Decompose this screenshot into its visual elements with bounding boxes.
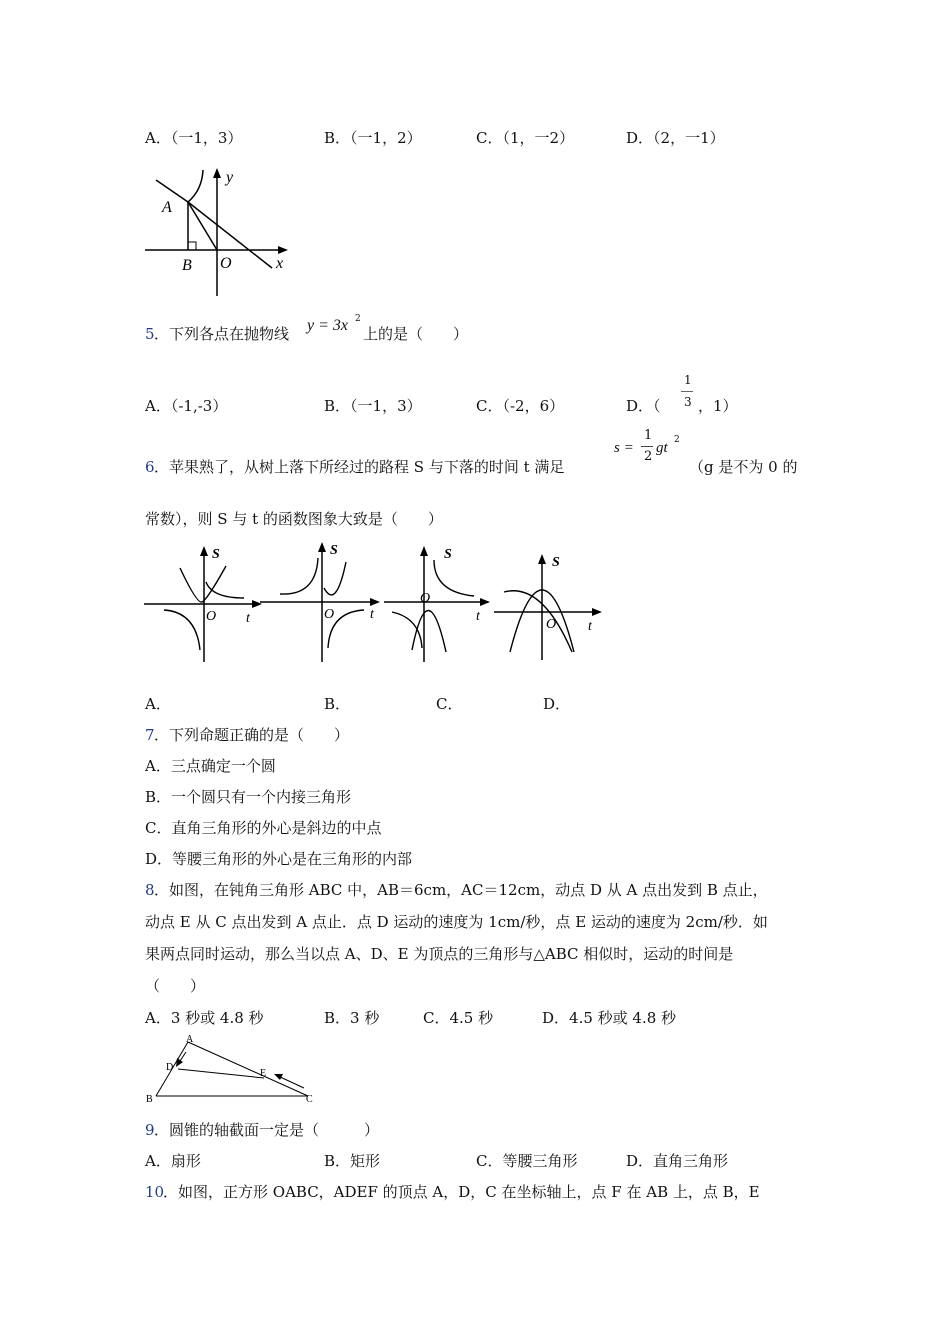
q6-graph-c bbox=[382, 540, 494, 664]
q6-formula-lhs: s = bbox=[614, 440, 634, 456]
q8-number: 8 bbox=[145, 881, 155, 899]
q5-formula: y = 3x bbox=[307, 317, 348, 334]
q9-option-a: A．扇形 bbox=[145, 1152, 201, 1170]
q4-option-b: B．（一1，2） bbox=[324, 129, 422, 147]
q4-option-a: A．（一1，3） bbox=[145, 129, 243, 147]
q8-label-d: D bbox=[166, 1062, 174, 1073]
q4-option-d: D．（2，一1） bbox=[626, 129, 725, 147]
q4-label-o: O bbox=[220, 255, 232, 272]
q8-option-d: D．4.5 秒或 4.8 秒 bbox=[542, 1009, 677, 1027]
q9-option-b: B．矩形 bbox=[324, 1152, 381, 1170]
q10-number: 10 bbox=[145, 1183, 165, 1201]
q5-option-d-suffix: ，1） bbox=[698, 397, 738, 415]
q8-line-2: 动点 E 从 C 点出发到 A 点止．点 D 运动的速度为 1cm/秒，点 E 运动的速度为 2cm/秒．如 bbox=[145, 913, 768, 931]
q6-formula-num: 1 bbox=[644, 428, 653, 443]
q4-label-y: y bbox=[226, 169, 234, 186]
q6a-label-o: O bbox=[206, 609, 217, 624]
q7-option-b: B．一个圆只有一个内接三角形 bbox=[145, 788, 352, 806]
q7-option-d: D．等腰三角形的外心是在三角形的内部 bbox=[145, 850, 413, 868]
q6-option-c: C． bbox=[436, 695, 463, 713]
q6-graph-b bbox=[258, 538, 384, 664]
q6-text-line1-end: （g 是不为 0 的 bbox=[689, 458, 798, 476]
q5-option-c: C．（-2，6） bbox=[476, 397, 565, 415]
q6-number: 6 bbox=[145, 458, 155, 476]
q6-formula-exp: 2 bbox=[674, 435, 680, 445]
q7-option-a: A．三点确定一个圆 bbox=[145, 757, 276, 775]
q4-label-a: A bbox=[162, 199, 172, 216]
q5-option-d-frac-den: 3 bbox=[684, 395, 692, 409]
q6-text-line1: ．苹果熟了，从树上落下所经过的路程 S 与下落的时间 t 满足 bbox=[154, 458, 565, 476]
q8-label-c: C bbox=[306, 1094, 313, 1105]
q6-graph-a bbox=[142, 540, 264, 664]
q6-formula-rhs: gt bbox=[656, 440, 668, 456]
q6-option-d: D． bbox=[543, 695, 571, 713]
q8-line-3: 果两点同时运动，那么当以点 A、D、E 为顶点的三角形与△ABC 相似时，运动的时间是 bbox=[145, 945, 734, 963]
q6b-label-o: O bbox=[324, 607, 335, 622]
q6b-label-s: S bbox=[330, 543, 338, 558]
q5-option-b: B．（一1，3） bbox=[324, 397, 422, 415]
q6c-label-t: t bbox=[476, 609, 480, 624]
q9-option-d: D．直角三角形 bbox=[626, 1152, 729, 1170]
q8-option-a: A．3 秒或 4.8 秒 bbox=[145, 1009, 264, 1027]
q10-text: ．如图，正方形 OABC，ADEF 的顶点 A，D，C 在坐标轴上，点 F 在 AB 上，点 B，E bbox=[163, 1183, 760, 1201]
q8-line-4: （ ） bbox=[145, 977, 206, 995]
q8-label-b: B bbox=[146, 1094, 153, 1105]
q4-figure bbox=[140, 160, 300, 300]
q9-option-c: C．等腰三角形 bbox=[476, 1152, 578, 1170]
q6c-label-o: O bbox=[420, 591, 431, 606]
q7-number: 7 bbox=[145, 726, 155, 744]
q6b-label-t: t bbox=[370, 607, 374, 622]
q5-option-a: A．（-1,-3） bbox=[145, 397, 228, 415]
q8-option-c: C．4.5 秒 bbox=[423, 1009, 494, 1027]
q6d-label-s: S bbox=[552, 555, 560, 570]
q9-text: ．圆锥的轴截面一定是（ ） bbox=[154, 1121, 380, 1139]
q6d-label-o: O bbox=[546, 617, 557, 632]
q8-label-e: E bbox=[260, 1068, 267, 1079]
q8-line-1: ．如图，在钝角三角形 ABC 中，AB＝6cm，AC＝12cm，动点 D 从 A 点出发到 B 点止， bbox=[154, 881, 768, 899]
q8-label-a: A bbox=[186, 1034, 194, 1045]
q5-formula-exp: 2 bbox=[355, 314, 361, 324]
q8-figure bbox=[142, 1032, 324, 1106]
q9-number: 9 bbox=[145, 1121, 155, 1139]
q6d-label-t: t bbox=[588, 619, 592, 634]
q5-option-d-frac-num: 1 bbox=[684, 373, 692, 387]
q4-label-b: B bbox=[182, 257, 192, 274]
q5-number: 5 bbox=[145, 325, 155, 343]
q7-option-c: C．直角三角形的外心是斜边的中点 bbox=[145, 819, 382, 837]
q6a-label-t: t bbox=[246, 611, 250, 626]
q6-option-b: B． bbox=[324, 695, 351, 713]
q6-graph-d bbox=[492, 548, 606, 662]
q8-option-b: B．3 秒 bbox=[324, 1009, 380, 1027]
q7-text: ．下列命题正确的是（ ） bbox=[154, 726, 350, 744]
q6-option-a: A． bbox=[145, 695, 171, 713]
q6-text-line2: 常数），则 S 与 t 的函数图象大致是（ ） bbox=[145, 510, 443, 528]
q5-text-after: 上的是（ ） bbox=[363, 325, 469, 343]
q4-label-x: x bbox=[276, 255, 284, 272]
q6a-label-s: S bbox=[212, 547, 220, 562]
q6c-label-s: S bbox=[444, 547, 452, 562]
q6-formula-den: 2 bbox=[644, 449, 653, 464]
q5-option-d-prefix: D．（ bbox=[626, 397, 661, 415]
q5-text: ．下列各点在抛物线 bbox=[154, 325, 290, 343]
q4-option-c: C．（1，一2） bbox=[476, 129, 575, 147]
